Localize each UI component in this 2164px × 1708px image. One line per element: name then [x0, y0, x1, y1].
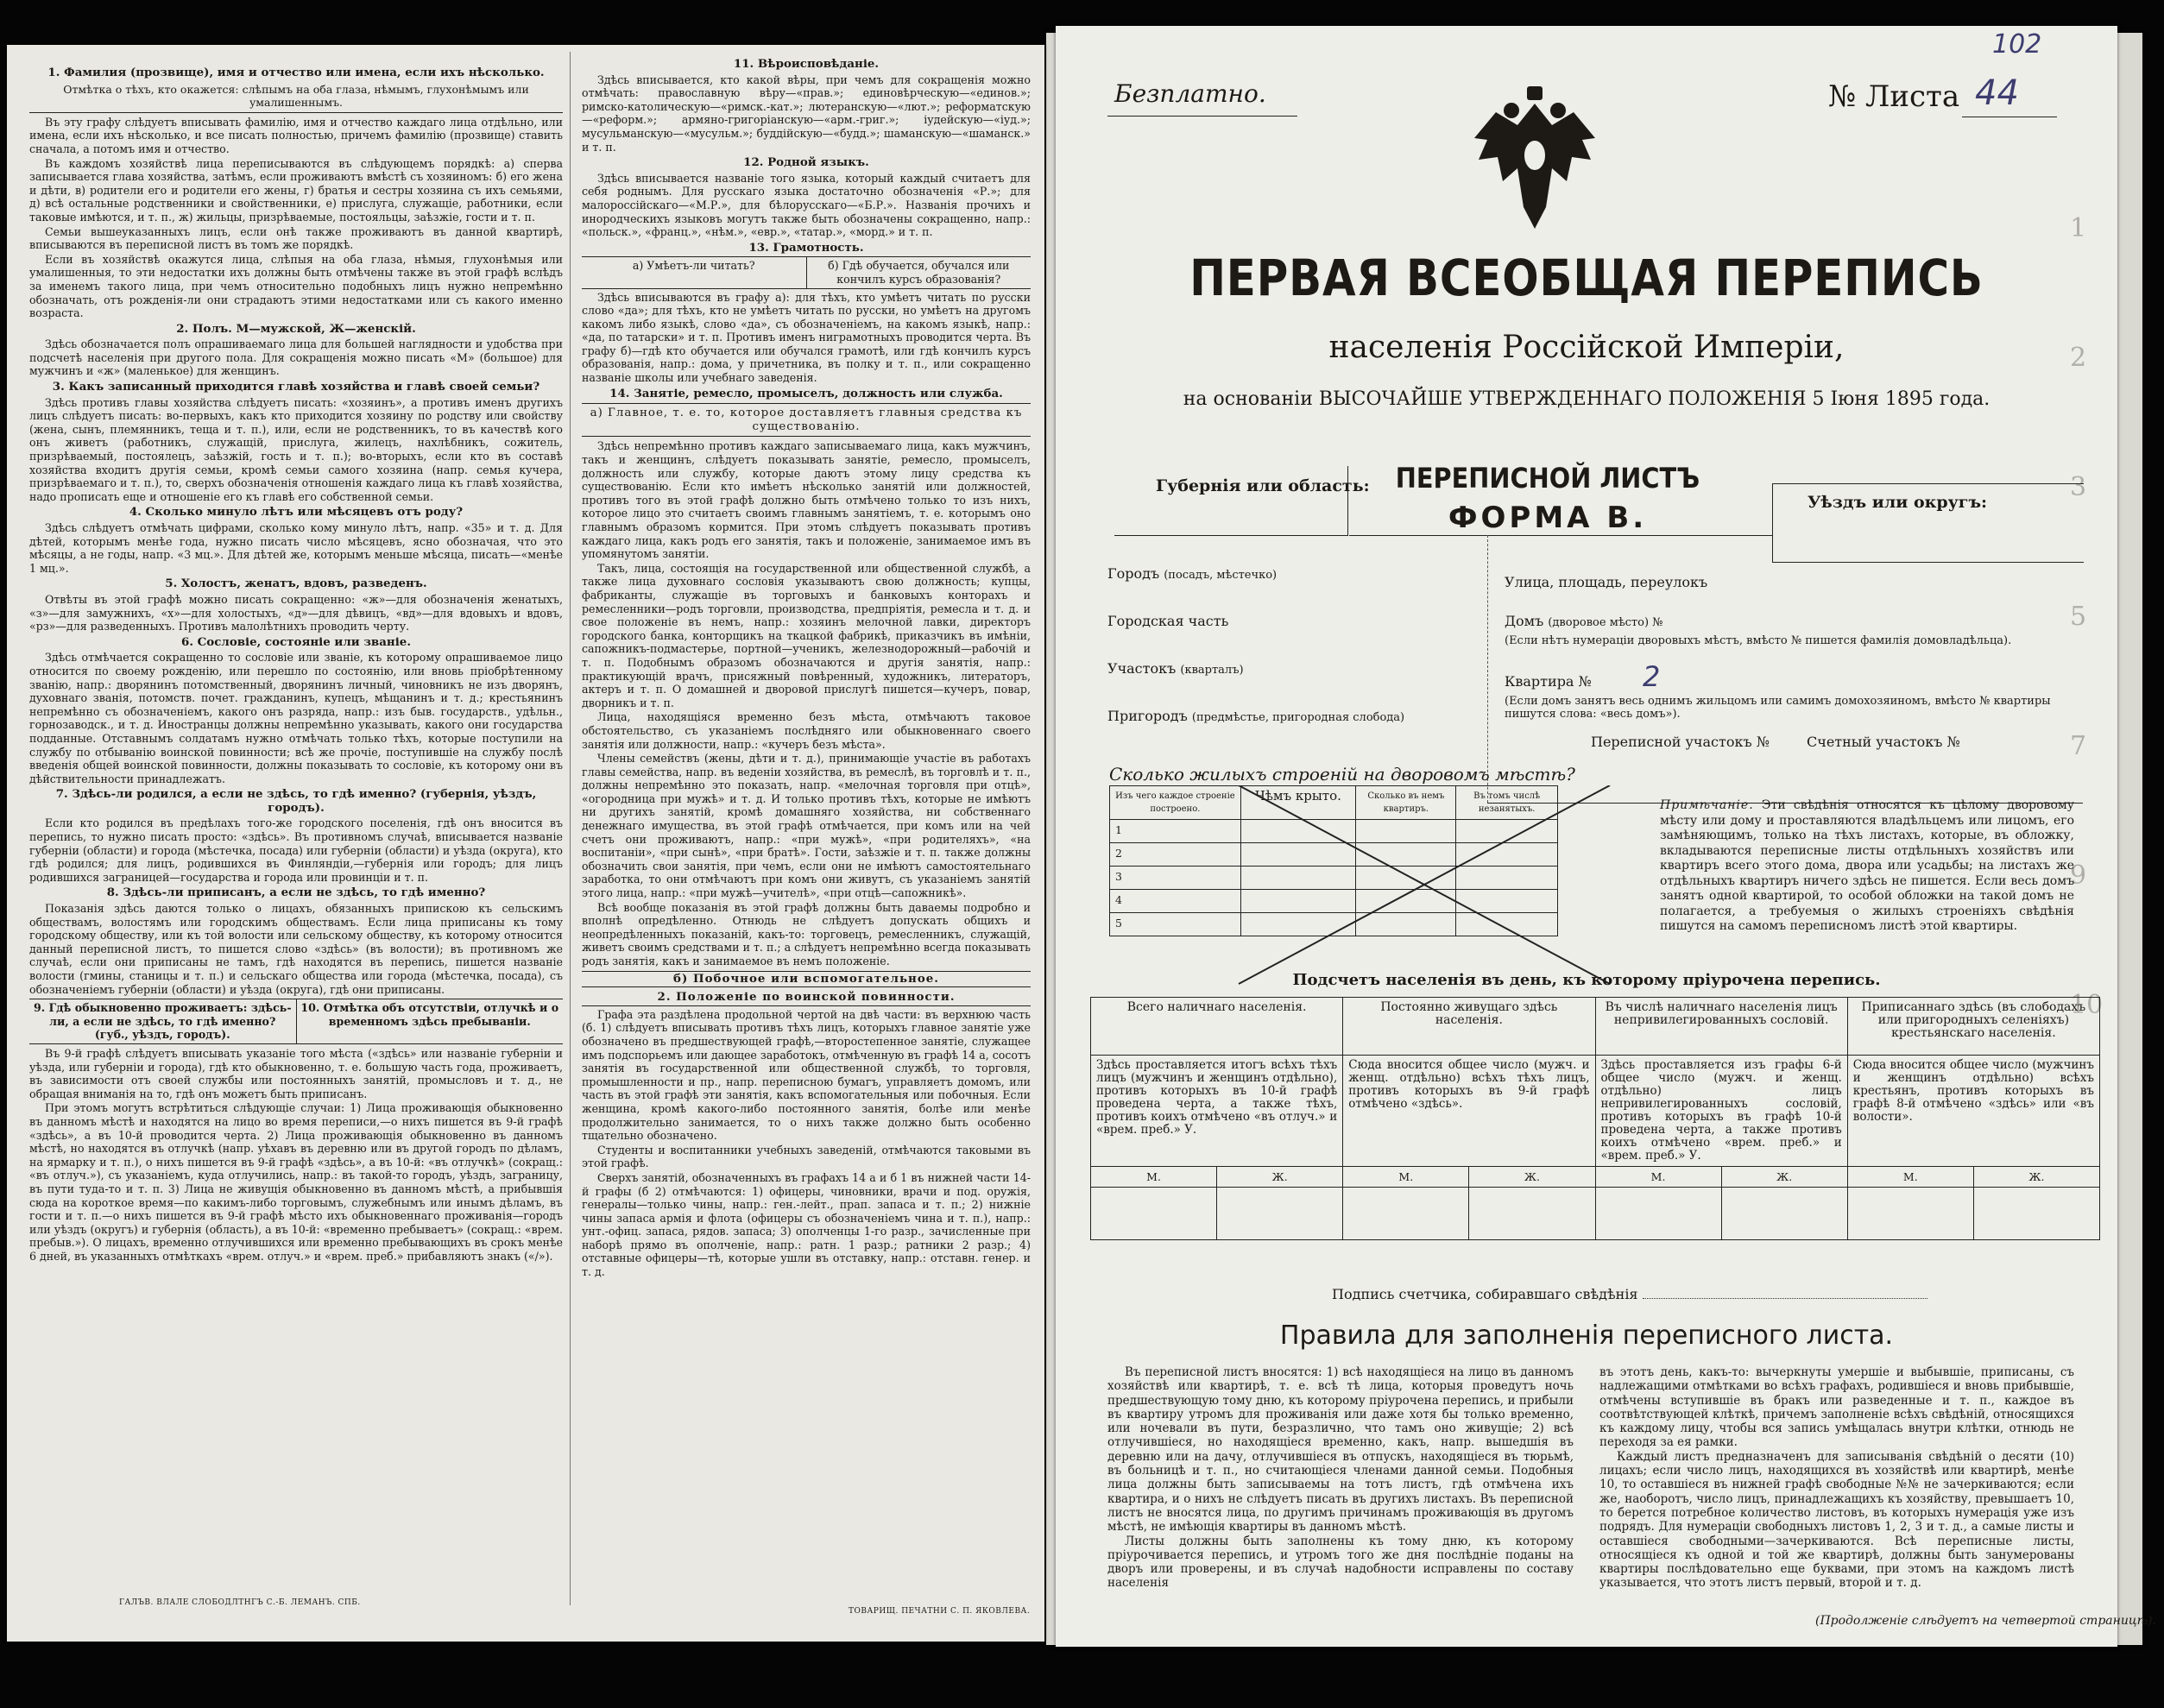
- rules-paragraph: Каждый листъ предназначенъ для записыванія свѣдѣній о десяти (10) лицахъ; если число лицъ, находящихся въ хозяйствѣ или квартирѣ, менѣе 10, то оставшіеся въ нижней графѣ свободные №№ не зачеркиваются; если же, наоборотъ, число лицъ, принадлежащихъ къ хозяйству, превышаетъ 10, то берется потребное количество листовъ, въ которыхъ нумерація уже изъ подрядъ. Для нумераціи свободныхъ листовъ 1, 2, 3 и т. д., а самые листы и оставшіеся свободными—зачеркиваются. Всѣ переписные листы, относящіеся къ одной и той же квартирѣ, должны быть занумерованы квартиры послѣдовательно еще буквами, при этомъ на каждомъ листѣ указывается, что этотъ листъ первый, второй и т. д.: [1599, 1449, 2074, 1591]
- buildings-header-vacant: Въ томъ числѣ незанятыхъ.: [1456, 786, 1558, 820]
- section-7-title: 7. Здѣсь-ли родился, а если не здѣсь, то гдѣ именно? (губернія, уѣздъ, городъ).: [55, 787, 537, 815]
- buildings-cross-out: [1109, 785, 1627, 993]
- buildings-row-number: 4: [1110, 890, 1241, 913]
- table-cell: [1973, 1188, 2099, 1240]
- printer-footer-right: ТОВАРИЩ. ПЕЧАТНИ С. П. ЯКОВЛЕВА.: [849, 1607, 1031, 1616]
- population-table: [1090, 997, 2100, 1240]
- section-6-title: 6. Сословіе, состояніе или званіе.: [181, 634, 411, 649]
- paragraph: Здѣсь вписываются въ графу а): для тѣхъ, кто умѣетъ читать по русски слово «да»; для тѣхъ, кто не умѣетъ читать по русски, но умѣетъ на другомъ какомъ либо языкѣ, слово «да», съ обозначеніемъ, на какомъ языкѣ, напр.: «да, по татарски» и т. п. Противъ именъ ниграмотныхъ проводится черта. Въ графу б)—гдѣ кто обучается или обучался грамотѣ, или гдѣ кончилъ курсъ образованія, напр.: дома, у причетника, въ полку и т. п., или сокращенно названіе школы или учебнаго заведенія.: [582, 290, 1031, 385]
- dom-field: [1505, 613, 1662, 629]
- rules-paragraph: въ этотъ день, какъ-то: вычеркнуты умершіе и выбывшіе, приписаны, съ надлежащими отмѣтками во всѣхъ графахъ, родившіеся и вновь прибывшіе, отмѣчены вступившіе въ бракъ или разведенные и т. п., каждое въ соотвѣтствующей клѣткѣ, причемъ заполненіе всѣхъ свѣдѣній, относящихся къ каждому лицу, чтобы вся запись умѣщалась внутри клѣтки, отнюдь не переходя за ея рамки.: [1599, 1365, 2074, 1450]
- col-female: Ж.: [1217, 1167, 1343, 1188]
- population-header-peasants: Приписаннаго здѣсь (въ слободахъ или пригородныхъ селеніяхъ) крестьянскаго населенія.: [1847, 998, 2099, 1056]
- section-13b-label: б) Гдѣ обучается, обучался или кончилъ курсъ образованія?: [828, 259, 1010, 286]
- perepisnoy-uchastok-label: Переписной участокъ №: [1591, 734, 1770, 750]
- buildings-header-material: Изъ чего каждое строеніе построено.: [1110, 786, 1241, 820]
- population-desc-peasants: Сюда вносится общее число (мужчинъ и женщинъ отдѣльно) всѣхъ крестьянъ, противъ которыхъ въ графѣ 8-й отмѣчено «здѣсь» или «въ волости».: [1847, 1056, 2099, 1167]
- buildings-row-number: 3: [1110, 867, 1241, 890]
- form-title: ПЕРЕПИСНОЙ ЛИСТЪ: [1395, 462, 1700, 495]
- paragraph: Въ каждомъ хозяйствѣ лица переписываются въ слѣдующемъ порядкѣ: а) сперва записывается глава хозяйства, затѣмъ, если проживаютъ вмѣстѣ съ хозяиномъ: б) его жена и дѣти, в) родители его и родители его жены, г) братья и сестры хозяина съ ихъ семьями, д) всѣ остальные родственники и свойственники, е) прислуга, служащіе, работники, если таковые имѣются, и т. п., ж) жильцы, призрѣваемые, постояльцы, заѣзжіе, гости и т. п.: [29, 156, 563, 224]
- col-male: М.: [1091, 1167, 1217, 1188]
- prigorod-label: Пригородъ: [1107, 708, 1188, 724]
- ghost-number: 2: [2070, 343, 2087, 373]
- paragraph: Здѣсь отмѣчается сокращенно то сословіе или званіе, къ которому опрашиваемое лицо относится по своему рожденію, или перешло по состоянію, или вновь пріобрѣтенному званію, напр.: дворянинъ потомственный, дворянинъ личный, чиновникъ не изъ дворянъ, духовнаго званія, потомств. почет. гражданинъ, купецъ, мѣщанинъ и т. д.; крестьянинъ непремѣнно съ обозначеніемъ, какого онъ разряда, напр.: изъ быв. государств., удѣльн., горнозаводск., и т. д. Иностранцы должны непремѣнно указывать, какого они государства подданные. Отставнымъ солдатамъ нужно отмѣчать только тѣхъ, которые поступили на службу по отбыванію воинской повинности; всѣ же прочіе, поступившіе на службу послѣ введенія общей воинской повинности, должны показывать то сословіе, къ которому они въ дѣйствительности принадлежатъ.: [29, 651, 563, 785]
- paragraph: Семьи вышеуказанныхъ лицъ, если онѣ также проживаютъ въ данной квартирѣ, вписываются въ переписной листъ въ томъ же порядкѣ.: [29, 224, 563, 252]
- buildings-row-number: 1: [1110, 820, 1241, 843]
- table-cell: [1343, 1188, 1469, 1240]
- section-5-title: 5. Холостъ, женатъ, вдовъ, разведенъ.: [165, 577, 427, 591]
- stroeniya-title: Сколько жилыхъ строеній на дворовомъ мѣстѣ?: [1109, 764, 1575, 785]
- population-desc-nonprivileged: Здѣсь проставляется изъ графы 6-й общее число (мужч. и женщ. отдѣльно) лицъ непривилегированныхъ сословій, противъ которыхъ въ графѣ 10-й проведена черта, а также противъ коихъ отмѣчено «врем. преб.» и «врем. преб.» У.: [1595, 1056, 1847, 1167]
- section-12-title: 12. Родной языкъ.: [743, 155, 869, 170]
- section-14b-label: б) Побочное или вспомогательное.: [582, 971, 1031, 988]
- free-label: Безплатно.: [1114, 79, 1266, 108]
- paragraph: Отвѣты въ этой графѣ можно писать сокращенно: «ж»—для обозначенія женатыхъ, «з»—для замужнихъ, «х»—для холостыхъ, «д»—для дѣвицъ, «вд»—для вдовыхъ и вдовъ, «рз»—для разведенныхъ. Противъ малолѣтнихъ проводить черту.: [29, 592, 563, 633]
- ghost-margin-numbers: [2070, 164, 2113, 1070]
- section-13a-label: а) Умѣетъ-ли читать?: [582, 257, 807, 287]
- population-header-nonprivileged: Въ числѣ наличнаго населенія лицъ непривилегированныхъ сословій.: [1595, 998, 1847, 1056]
- column-divider: [570, 52, 571, 1605]
- buildings-row-number: 2: [1110, 843, 1241, 867]
- paragraph: Здѣсь непремѣнно противъ каждаго записываемаго лица, какъ мужчинъ, такъ и женщинъ, слѣдуетъ показывать занятіе, ремесло, промыселъ, должность или службу, которые даютъ этому лицу средства къ существованію. Если кто имѣетъ нѣсколько занятій или должностей, противъ того въ этой графѣ должно быть отмѣчено только то изъ нихъ, которое лицо это считаетъ своимъ главнымъ занятіемъ, т. е. которымъ оно главнымъ образомъ кормится. При этомъ слѣдуетъ показывать противъ каждаго лица, какъ родъ его занятія, такъ и положеніе, занимаемое имъ въ упомянутомъ занятіи.: [582, 439, 1031, 561]
- counter-signature-label: Подпись счетчика, собиравшаго свѣдѣнія: [1332, 1286, 1638, 1302]
- table-cell: [1469, 1188, 1595, 1240]
- counter-signature-field: [1332, 1286, 1927, 1302]
- col-female: Ж.: [1469, 1167, 1595, 1188]
- table-cell: [1091, 1188, 1217, 1240]
- buildings-row-number: 5: [1110, 913, 1241, 936]
- rules-title: Правила для заполненія переписного листа.: [1279, 1320, 1894, 1351]
- census-subtitle: населенія Россійской Имперіи,: [1328, 330, 1845, 365]
- sheet-number-handwritten: 44: [1975, 73, 2019, 113]
- signature-line: [1643, 1298, 1927, 1299]
- primechanie-label: Примѣчаніе.: [1660, 798, 1754, 812]
- buildings-header-roof: Чѣмъ крыто.: [1240, 786, 1356, 820]
- ghost-number: 10: [2070, 990, 2104, 1020]
- divider: [582, 403, 1031, 404]
- col-male: М.: [1847, 1167, 1973, 1188]
- paragraph: Здѣсь противъ главы хозяйства слѣдуетъ писать: «хозяинъ», а противъ именъ другихъ лицъ слѣдуетъ писать: во-первыхъ, какъ кто приходится хозяину по родству или свойству (жена, сынъ, племянникъ, теща и т. п.), или, если не родственникъ, то въ качествѣ кого онъ живетъ (работникъ, служащій, прислуга, жилецъ, нахлѣбникъ, сожитель, призрѣваемый, постоялецъ, заѣзжій, гость и т. п.); во-вторыхъ, если кто въ составѣ хозяйства входитъ другія семьи, кромѣ семьи самого хозяина (напр. семья кучера, призрѣваемаго и т. п.), то, сверхъ обозначенія отношенія каждаго лица къ главѣ хозяйства, надо прописать еще и отношеніе его къ главѣ его собственной семьи.: [29, 395, 563, 503]
- paragraph: Лица, находящіяся временно безъ мѣста, отмѣчаютъ таковое обстоятельство, съ указаніемъ послѣдняго или обыкновеннаго своего занятія или должности, напр.: «кучеръ безъ мѣста».: [582, 710, 1031, 751]
- section-14-title: 14. Занятіе, ремесло, промыселъ, должность или служба.: [609, 386, 1003, 400]
- chast-label: Городская часть: [1107, 613, 1229, 629]
- uchastok-sub: (кварталъ): [1180, 664, 1244, 677]
- paragraph: Въ эту графу слѣдуетъ вписывать фамилію, имя и отчество каждаго лица отдѣльно, или имена, если ихъ нѣсколько, и все писать полностью, причемъ фамилію (прозвище) ставить сначала, а потомъ имя и отчество.: [29, 115, 563, 155]
- schetny-uchastok-label: Счетный участокъ №: [1807, 734, 1960, 750]
- uchastok-label: Участокъ: [1107, 660, 1177, 677]
- paragraph: Всѣ вообще показанія въ этой графѣ должны быть даваемы подробно и вполнѣ опредѣленно. Отнюдь не слѣдуетъ допускать общихъ и неопредѣленныхъ показаній, какъ-то: торговецъ, ремесленникъ, служащій, живетъ своимъ средствами и т. п.; а слѣдуетъ непремѣнно всегда показывать родъ занятія, какъ и занимаемое въ немъ положеніе.: [582, 900, 1031, 967]
- section-13-title: 13. Грамотность.: [748, 240, 864, 255]
- paragraph: Въ 9-й графѣ слѣдуетъ вписывать указаніе того мѣста («здѣсь» или названіе губерніи и уѣзда, или губерніи и города), гдѣ кто обыкновенно, т. е. большую часть года, проживаетъ, въ зависимости отъ своей службы или постоянныхъ занятій, промысловъ и т. д., не обращая вниманія на то, гдѣ онъ можетъ быть приписанъ.: [29, 1046, 563, 1100]
- section-2-title: 2. Полъ. М—мужской, Ж—женскій.: [176, 321, 416, 336]
- census-title: ПЕРВАЯ ВСЕОБЩАЯ ПЕРЕПИСЬ: [1189, 249, 1984, 307]
- table-cell: [1721, 1188, 1847, 1240]
- col-female: Ж.: [1973, 1167, 2099, 1188]
- divider: [582, 436, 1031, 437]
- section-1-note: Отмѣтка о тѣхъ, кто окажется: слѣпымъ на оба глаза, нѣмымъ, глухонѣмымъ или умалишеннымъ.: [63, 82, 529, 110]
- printer-footer-left: ГАЛЪВ. ВЛАЛЕ СЛОБОДЛТНГЪ С.-Б. ЛЕМАНЪ. СПБ.: [119, 1598, 361, 1607]
- rules-column-2: [1599, 1365, 2074, 1616]
- section-1-title: 1. Фамилия (прозвище), имя и отчество или имена, если ихъ нѣсколько.: [47, 66, 545, 79]
- primechanie-text: Эти свѣдѣнія относятся къ цѣлому дворовому мѣсту или дому и проставляются владѣльцемъ или лицомъ, его замѣняющимъ, только на тѣхъ листахъ, которые, въ обложку, вкладываются переписные листы отдѣльныхъ хозяйствъ или квартиръ всего этого дома, двора или усадьбы; на листахъ же отдѣльныхъ квартиръ ничего здѣсь не пишется. Если весь домъ занятъ одной квартирой, то особой обложки на такой домъ не полагается, а требуемыя о жилыхъ строеніяхъ свѣдѣнія пишутся на самомъ переписномъ листѣ этой квартиры.: [1660, 798, 2074, 933]
- prigorod-field: [1107, 708, 1404, 724]
- paragraph: Графа эта раздѣлена продольной чертой на двѣ части: въ верхнюю часть (б. 1) слѣдуетъ вписывать противъ тѣхъ лицъ, которыхъ главное занятіе уже обозначено въ предшествующей графѣ,—второстепенное занятіе, служащее имъ подспорьемъ или дающее заработокъ, отмѣченную въ графѣ 14 а, сосотъ занятія въ государственной или общественной службѣ, то торговля, промышленности и пр., напр. переписною бумагъ, управляетъ домомъ, или часть въ этой графѣ эти занятія, какъ вспомогательныя или побочныя. Если женщина, кромѣ какого-либо постоянного занятія, болѣе или менѣе продолжительно занимается, то о нихъ также должно быть особенно тщательно обозначено.: [582, 1007, 1031, 1143]
- section-4-title: 4. Сколько минуло лѣтъ или мѣсяцевъ отъ роду?: [129, 505, 464, 520]
- col-male: М.: [1343, 1167, 1469, 1188]
- section-9-10-header: [29, 999, 563, 1044]
- divider: [1349, 535, 1772, 536]
- divider: [29, 112, 563, 113]
- paragraph: Здѣсь обозначается полъ опрашиваемаго лица для большей наглядности и удобства при подсчетѣ населенія при другого пола. Для сокращенія можно писать «М» (большое) для мужчинъ и «ж» (маленькое) для женщинъ.: [29, 337, 563, 378]
- section-14b2-label: 2. Положеніе по воинской повинности.: [582, 990, 1031, 1006]
- rules-paragraph: Въ переписной листъ вносятся: 1) всѣ находящіеся на лицо въ данномъ хозяйствѣ или квартирѣ, т. е. всѣ тѣ лица, которыя проведутъ ночь предшествующую тому дню, къ которому пріурочена перепись, и прибыли въ квартиру утромъ для проживанія или даже хотя бы только временно, или ночевали въ пути, безразлично, что тамъ оно живущіе; 2) всѣ отлучившіеся, но находящіеся временно, какъ, напр. вышедшія въ деревню или на дачу, отлучившіеся въ отпускъ, находящіеся въ тюрьмѣ, въ больницѣ и т. п., но считающіеся членами данной семьи. Подобныя лица должны быть записываемы на тотъ листъ, гдѣ отмѣчена ихъ квартира, и о нихъ не слѣдуетъ писать въ другихъ листахъ. Въ переписной листъ не вносятся лица, по другимъ причинамъ проживающія въ другомъ мѣстѣ, не имѣющія квартиры въ данномъ мѣстѣ.: [1107, 1365, 1574, 1535]
- uezd-label: Уѣздъ или округъ:: [1808, 493, 1988, 512]
- ghost-number: 9: [2070, 860, 2087, 891]
- section-14a-label: а) Главное, т. е. то, которое доставляетъ главныя средства къ существованію.: [590, 407, 1023, 433]
- population-desc-permanent: Сюда вносится общее число (мужч. и женщ. отдѣльно) всѣхъ тѣхъ лицъ, противъ которыхъ въ 9-й графѣ отмѣчено «здѣсь».: [1343, 1056, 1595, 1167]
- table-cell: [1847, 1188, 1973, 1240]
- section-9-title: 9. Гдѣ обыкновенно проживаетъ: здѣсь-ли, а если не здѣсь, то гдѣ именно? (губ., уѣздъ, городъ).: [29, 999, 297, 1043]
- population-header-permanent: Постоянно живущаго здѣсь населенія.: [1343, 998, 1595, 1056]
- uchastok-field: [1107, 660, 1244, 677]
- paragraph: Такъ, лица, состоящія на государственной или общественной службѣ, а также лица духовнаго сословія указываютъ свою должность; купцы, фабриканты, служащіе въ торговыхъ и банковыхъ конторахъ и ремесленники—родъ торговли, производства, предпріятія, ремесла и т. д. и свое положеніе въ немъ, напр.: хозяинъ мелочной лавки, директоръ городского банка, конторщикъ на ткацкой фабрикѣ, приказчикъ въ имѣніи, сапожникъ-подмастерье, портной—ученикъ, железнодорожный—рабочій и т. п. Подобнымъ образомъ обозначаются и другія занятія, напр.: практикующій врачъ, присяжный повѣренный, художникъ, литераторъ, актеръ и т. п. О домашней и дворовой прислугѣ пишется—кучеръ, повар, дворникъ и т. п.: [582, 561, 1031, 709]
- ghost-number: 5: [2070, 602, 2087, 632]
- free-underline: [1107, 116, 1297, 117]
- left-column-1: [29, 64, 563, 1583]
- census-basis: на основаніи ВЫСОЧАЙШЕ УТВЕРЖДЕННАГО ПОЛОЖЕНІЯ 5 Іюня 1895 года.: [1183, 388, 1991, 410]
- ghost-number: 1: [2070, 213, 2087, 243]
- podschet-title: Подсчетъ населенія въ день, къ которому пріурочена перепись.: [1292, 971, 1881, 989]
- section-11-title: 11. Вѣроисповѣданіе.: [733, 57, 880, 71]
- paragraph: Члены семействъ (жены, дѣти и т. д.), принимающіе участіе въ работахъ главы семейства, напр. въ веденіи хозяйства, въ ремеслѣ, въ торговлѣ и т. п., должны непремѣнно это показать, напр. «мелочная торговля при отцѣ», «огородница при мужѣ» и т. д. И только противъ тѣхъ, которые не имѣютъ ни другихъ занятій, кромѣ домашняго хозяйства, ни собственнаго денежнаго имущества, въ этой графѣ отмѣчается, при комъ или на чей счетъ они проживаютъ, напр.: «при мужѣ», «при родителяхъ», «на воспитаніи», «при сынѣ», «при братѣ». Гости, заѣзжіе и т. п. также должны обозначить свои занятія, при чемъ, если они не имѣютъ самостоятельнаго заработка, то они отмѣчаютъ при комъ они живутъ, съ указаніемъ занятій этого лица, напр.: «при мужѣ—учителѣ», «при отцѣ—сапожникѣ».: [582, 752, 1031, 900]
- population-desc-total: Здѣсь проставляется итогъ всѣхъ тѣхъ лицъ (мужчинъ и женщинъ отдѣльно), противъ которыхъ въ 10-й графѣ проведена черта, а также тѣхъ, противъ коихъ отмѣчено «въ отлуч.» и «врем. преб.» У.: [1091, 1056, 1343, 1167]
- section-10-title: 10. Отмѣтка объ отсутствіи, отлучкѣ и о временномъ здѣсь пребываніи.: [300, 1001, 559, 1028]
- kvartira-note: (Если домъ занятъ весь однимъ жильцомъ или самимъ домохозяиномъ, вмѣсто № квартиры пишутся слова: «весь домъ»).: [1505, 695, 2051, 721]
- dom-note: (Если нѣтъ нумераціи дворовыхъ мѣстъ, вмѣсто № пишется фамилія домовладѣльца).: [1505, 634, 2012, 647]
- paragraph: Здѣсь вписывается названіе того языка, который каждый считаетъ для себя роднымъ. Для русскаго языка достаточно обозначенія «Р.»; для малороссійскаго—«М.Р.», для бѣлорусскаго—«Б.Р.». Названія прочихъ и инородческихъ языковъ могутъ также быть обозначены сокращенно, напр.: «польск.», «франц.», «нѣм.», «евр.», «татар.», «морд.» и т. п.: [582, 171, 1031, 239]
- population-header-total: Всего наличнаго населенія.: [1091, 998, 1343, 1056]
- section-8-title: 8. Здѣсь-ли приписанъ, а если не здѣсь, то гдѣ именно?: [106, 886, 486, 900]
- gorod-sub: (посадъ, мѣстечко): [1164, 569, 1278, 582]
- form-letter: ФОРМА В.: [1448, 501, 1648, 535]
- left-page: [7, 45, 1044, 1642]
- guberniya-box: [1114, 466, 1370, 536]
- corner-number-handwritten: 102: [1992, 29, 2042, 60]
- paragraph: Если кто родился въ предѣлахъ того-же городского поселенія, гдѣ онъ вносится въ перепись, то нужно писать просто: «здѣсь». Въ противномъ случаѣ, вписывается названіе губерніи (области) и города (мѣстечка, посада) или губерніи (области) и уѣзда (округа), кто гдѣ родился; для лицъ, родившихся въ Финляндіи,—губернія или городъ; для лицъ родившихся заграницей—государства и города или провинціи и т. п.: [29, 816, 563, 884]
- right-page: [1056, 26, 2156, 1647]
- kvartira-handwritten: 2: [1643, 660, 1661, 693]
- table-cell: [1595, 1188, 1721, 1240]
- rules-continuation: (Продолженіе слѣдуетъ на четвертой страницѣ).: [1815, 1614, 2156, 1628]
- address-divider: [1487, 535, 1488, 803]
- table-cell: [1217, 1188, 1343, 1240]
- gorod-field: [1107, 565, 1277, 582]
- rules-paragraph: Листы должны быть заполнены къ тому дню, къ которому пріурочивается перепись, и утромъ того же дня послѣдніе поданы на дворъ или проверены, и въ случаѣ надобности исправлены по составу населенія: [1107, 1534, 1574, 1591]
- uezd-box: [1772, 483, 2084, 563]
- prigorod-sub: (предмѣстье, пригородная слобода): [1191, 711, 1405, 724]
- primechanie-block: [1660, 798, 2074, 935]
- dom-sub: (дворовое мѣсто) №: [1548, 616, 1663, 629]
- ghost-number: 7: [2070, 731, 2087, 761]
- paragraph: При этомъ могутъ встрѣтиться слѣдующіе случаи: 1) Лица проживающія обыкновенно въ данномъ мѣстѣ и находятся на лицо во время переписи,—о нихъ пишется въ 9-й графѣ «здѣсь», а въ 10-й проводится черта. 2) Лица проживающія обыкновенно въ данномъ мѣстѣ, но находятся въ отлучкѣ (напр. уѣхавъ въ деревню или въ другой городъ по дѣламъ, на ярмарку и т. п.), о нихъ пишется въ 9-й графѣ «здѣсь», а въ 10-й: «въ отлучкѣ» (сокращ.: «въ отлуч.»), съ указаніемъ, куда отлучились, напр.: въ такой-то городъ, уѣздъ, заграницу, въ пути туда-то и т. п. 3) Лица не живущія обыкновенно въ данномъ мѣстѣ, а прибывшія сюда на короткое время—по какимъ-либо торговымъ, служебнымъ или инымъ дѣламъ, въ гости и т. п.—о нихъ пишется въ 9-й графѣ мѣсто ихъ обыкновеннаго проживанія—городъ или уѣздъ (округъ) и губернія (область), а въ 10-й: «временно пребываетъ» (сокращ.: «врем. пребыв.»). О лицахъ, временно отлучившихся или временно пребывающихъ въ срокъ менѣе 6 дней, въ указанныхъ отмѣткахъ «врем. отлуч.» и «врем. преб.» прибавляютъ знакъ («/»).: [29, 1101, 563, 1263]
- sheet-number-label: № Листа: [1828, 79, 1960, 114]
- rules-column-1: [1107, 1365, 1574, 1624]
- col-female: Ж.: [1721, 1167, 1847, 1188]
- paragraph: Показанія здѣсь даются только о лицахъ, обязанныхъ припискою къ сельскимъ обществамъ, волостямъ или городскимъ обществамъ. Если лица приписаны къ тому городскому обществу, или къ той волости или сельскому обществу, къ которому относится данный переписной листъ, то пишется слово «здѣсь» (въ волости); въ противномъ же случаѣ, если они приписаны не тамъ, гдѣ находятся въ перепись, пишется названіе волости (гмины, станицы и т. п.) и сельскаго общества или города (мѣстечка, посада), съ обозначеніемъ губерніи (области) и уѣзда (округа), гдѣ они приписаны.: [29, 902, 563, 996]
- double-headed-eagle-emblem: [1470, 78, 1599, 242]
- gorod-label: Городъ: [1107, 565, 1160, 582]
- paragraph: Если въ хозяйствѣ окажутся лица, слѣпыя на оба глаза, нѣмыя, глухонѣмыя или умалишенныя, то эти недостатки ихъ должны быть отмѣчены также въ этой графѣ вслѣдъ за именемъ такого лица, при чемъ относительно подобныхъ лицъ нужно непремѣнно обозначать, отъ рожденія-ли они страдаютъ этими недостатками или съ какого именно возраста.: [29, 252, 563, 320]
- buildings-header-apartments: Сколько въ немъ квартиръ.: [1356, 786, 1456, 820]
- section-3-title: 3. Какъ записанный приходится главѣ хозяйства и главѣ своей семьи?: [52, 380, 540, 394]
- paragraph: Здѣсь слѣдуетъ отмѣчать цифрами, сколько кому минуло лѣтъ, напр. «35» и т. д. Для дѣтей, которымъ менѣе года, нужно писать число мѣсяцевъ, ясно обозначая, что это мѣсяцы, а не годы, напр. «3 мц.». Для дѣтей же, которымъ меньше мѣсяца, писать—«менѣе 1 мц.».: [29, 521, 563, 575]
- left-column-2: [582, 55, 1031, 1583]
- paragraph: Студенты и воспитанники учебныхъ заведеній, отмѣчаются таковыми въ этой графѣ.: [582, 1143, 1031, 1170]
- section-13-header: [582, 256, 1031, 288]
- kvartira-label: Квартира №: [1505, 673, 1592, 690]
- col-male: М.: [1595, 1167, 1721, 1188]
- paragraph: Сверхъ занятій, обозначенныхъ въ графахъ 14 а и б 1 въ нижней части 14-й графы (б 2) отмѣчаются: 1) офицеры, чиновники, врачи и под. оружія, генералы—только чины, напр.: ген.-лейт., прап. запаса и т. п.; 2) нижніе чины запаса армія и флота (офицеры съ обозначеніемъ чина и т. п.), напр.: унт.-офиц. запаса, рядов. запаса; 3) ополченцы 1-го разр., зачисленные при наборѣ прямо въ ополченіе, напр.: ратн. 1 разр.; ратники 2 разр.; 4) отставные офицеры—тѣ, которые ушли въ отставку, напр.: отставн. генер. и т. д.: [582, 1170, 1031, 1279]
- ghost-number: 3: [2070, 472, 2087, 502]
- paragraph: Здѣсь вписывается, кто какой вѣры, при чемъ для сокращенія можно отмѣчать: православную вѣру—«прав.»; единовѣрческую—«единов.»; римско-католическую—«римск.-кат.»; лютеранскую—«лют.»; реформатскую—«реформ.»; армяно-григоріанскую—«арм.-григ.»; іудейскую—«іуд.»; мусульманскую—«мусульм.»; буддійскую—«будд.»; шаманскую—«шаманск.» и т. п.: [582, 72, 1031, 154]
- guberniya-label: Губернія или область:: [1156, 476, 1370, 495]
- ulica-label: Улица, площадь, переулокъ: [1505, 574, 1708, 590]
- dom-label: Домъ: [1505, 613, 1544, 629]
